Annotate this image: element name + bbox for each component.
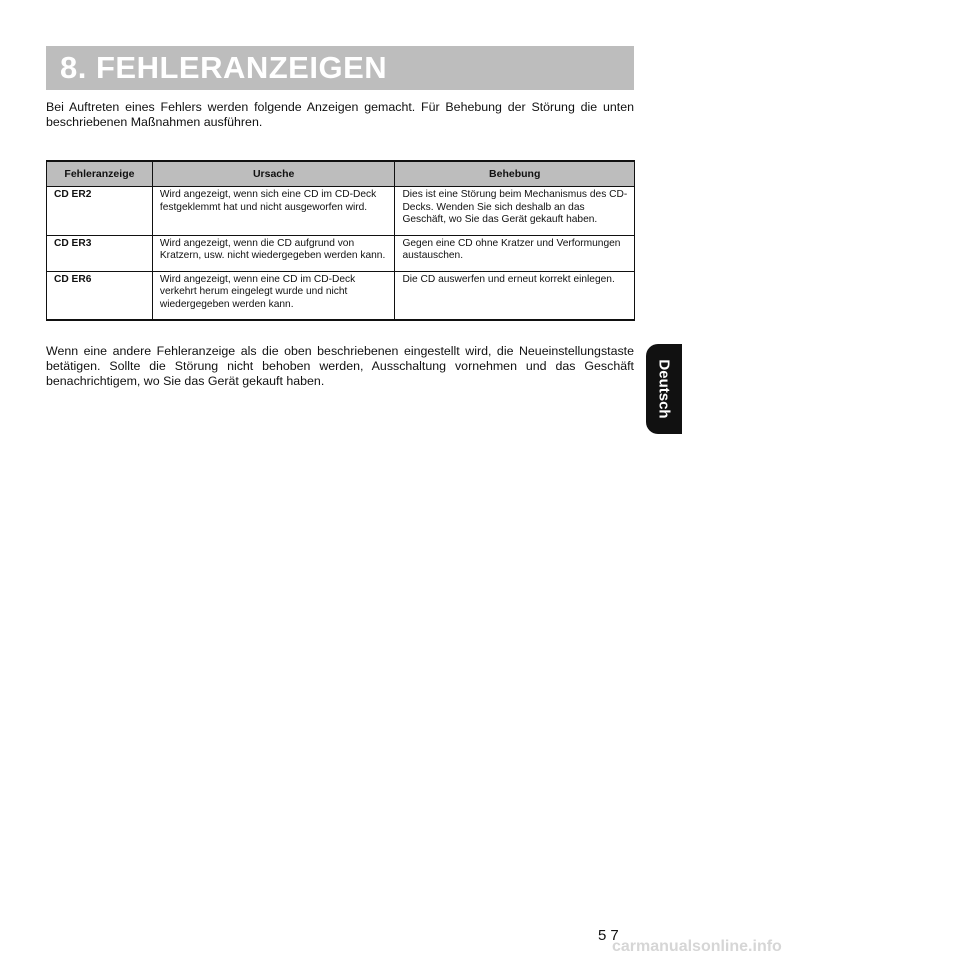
- language-tab-label: Deutsch: [655, 359, 673, 419]
- error-code: CD ER6: [47, 271, 153, 320]
- error-fix: Die CD auswerfen und erneut korrekt einlegen.: [395, 271, 635, 320]
- error-cause: Wird angezeigt, wenn die CD aufgrund von Kratzern, usw. nicht wiedergegeben werden kann.: [152, 235, 395, 271]
- error-cause: Wird angezeigt, wenn eine CD im CD-Deck verkehrt herum eingelegt wurde und nicht wiedergegeben werden kann.: [152, 271, 395, 320]
- watermark: carmanualsonline.info: [612, 938, 782, 955]
- table-row: [47, 271, 635, 320]
- error-cause: Wird angezeigt, wenn sich eine CD im CD-Deck festgeklemmt hat und nicht ausgeworfen wird.: [152, 187, 395, 236]
- error-code: CD ER2: [47, 187, 153, 236]
- header-fehleranzeige: Fehleranzeige: [47, 161, 153, 187]
- section-title: 8. FEHLERANZEIGEN: [60, 50, 388, 85]
- table-row: [47, 187, 635, 236]
- intro-paragraph: Bei Auftreten eines Fehlers werden folgende Anzeigen gemacht. Für Behebung der Störung die unten beschriebenen Maßnahmen ausführen.: [46, 100, 634, 129]
- section-title-bar: [46, 46, 634, 90]
- header-ursache: Ursache: [152, 161, 395, 187]
- error-table: [46, 160, 635, 321]
- error-fix: Dies ist eine Störung beim Mechanismus des CD-Decks. Wenden Sie sich deshalb an das Geschäft, wo Sie das Gerät gekauft haben.: [395, 187, 635, 236]
- error-fix: Gegen eine CD ohne Kratzer und Verformungen austauschen.: [395, 235, 635, 271]
- table-header-row: [47, 161, 635, 187]
- page-number: 57: [598, 927, 623, 944]
- header-behebung: Behebung: [395, 161, 635, 187]
- error-code: CD ER3: [47, 235, 153, 271]
- table-row: [47, 235, 635, 271]
- outro-paragraph: Wenn eine andere Fehleranzeige als die oben beschriebenen eingestellt wird, die Neueinstellungstaste betätigen. Sollte die Störung nicht behoben werden, Ausschaltung vornehmen und das Geschäft benachrichtigem, wo Sie das Gerät gekauft haben.: [46, 344, 634, 388]
- language-tab: [646, 344, 682, 434]
